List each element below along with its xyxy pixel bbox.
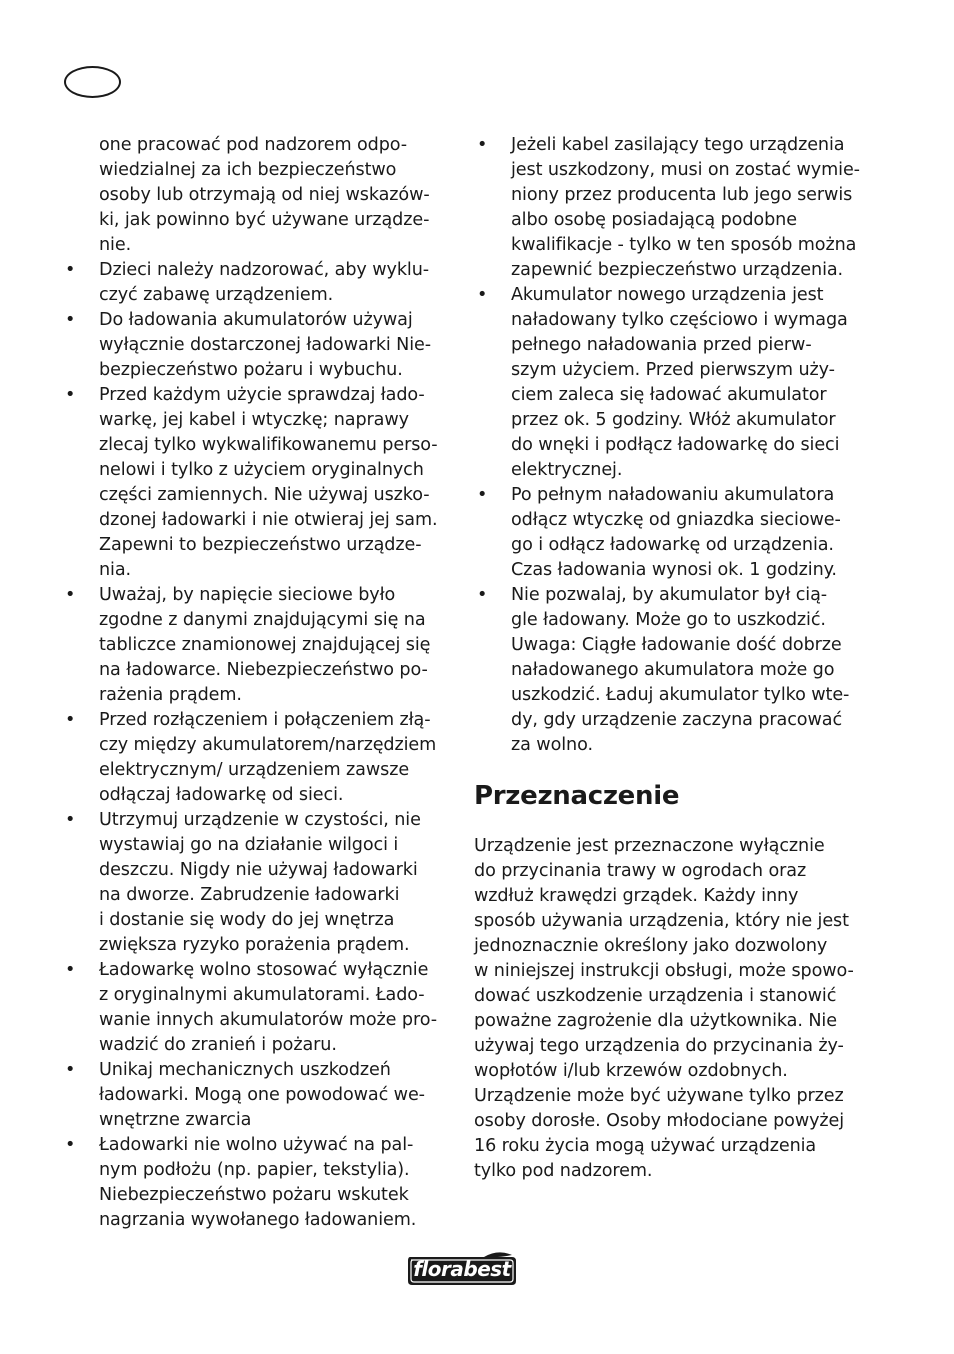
text-line: Zapewni to bezpieczeństwo urządze-: [99, 535, 422, 555]
text-line: nia.: [99, 560, 132, 580]
text-line: części zamiennych. Nie używaj uszko-: [99, 485, 430, 505]
text-line: wadzić do zranień i pożaru.: [99, 1035, 337, 1055]
text-line: bezpieczeństwo pożaru i wybuchu.: [99, 360, 403, 380]
text-line: czyć zabawę urządzeniem.: [99, 285, 334, 305]
text-line: i dostanie się wody do jej wnętrza: [99, 910, 395, 930]
text-line: wiedzialnej za ich bezpieczeństwo: [99, 160, 397, 180]
text-line: do wnęki i podłącz ładowarkę do sieci: [511, 435, 840, 455]
text-line: wystawiaj go na działanie wilgoci i: [99, 835, 399, 855]
text-line: wyłącznie dostarczonej ładowarki Nie-: [99, 335, 432, 355]
text-line: na dworze. Zabrudzenie ładowarki: [99, 885, 400, 905]
text-line: przez ok. 5 godziny. Włóż akumulator: [511, 410, 836, 430]
text-line: one pracować pod nadzorem odpo-: [99, 135, 408, 155]
paragraph-line: poważne zagrożenie dla użytkownika. Nie: [474, 1011, 837, 1031]
text-line: ki, jak powinno być używane urządze-: [99, 210, 430, 230]
paragraph-line: wzdłuż krawędzi grządek. Każdy inny: [474, 886, 799, 906]
text-line: kwalifikacje - tylko w ten sposób można: [511, 235, 857, 255]
text-line: zapewnić bezpieczeństwo urządzenia.: [511, 260, 844, 280]
paragraph-line: do przycinania trawy w ogrodach oraz: [474, 861, 807, 881]
text-line: Uwaga: Ciągłe ładowanie dość dobrze: [511, 635, 842, 655]
bullet-item-line: • Do ładowania akumulatorów używaj: [62, 308, 458, 333]
bullet-item-line: • Utrzymuj urządzenie w czystości, nie: [62, 808, 458, 833]
paragraph-line: jednoznacznie określony jako dozwolony: [474, 936, 828, 956]
bullet-item-line: • Przed każdym użycie sprawdzaj łado-: [62, 383, 458, 408]
text-line: tabliczce znamionowej znajdującej się: [99, 635, 431, 655]
bullet-item-line: • Jeżeli kabel zasilający tego urządzenia: [474, 133, 874, 158]
text-line: szym użyciem. Przed pierwszym uży-: [511, 360, 835, 380]
bullet-item-line: • Po pełnym naładowaniu akumulatora: [474, 483, 874, 508]
text-line: za wolno.: [511, 735, 593, 755]
text-line: pełnego naładowania przed pierw-: [511, 335, 812, 355]
text-line: albo osobę posiadającą podobne: [511, 210, 797, 230]
text-line: z oryginalnymi akumulatorami. Łado-: [99, 985, 425, 1005]
paragraph-line: wopłotów i/lub krzewów ozdobnych.: [474, 1061, 788, 1081]
text-line: Czas ładowania wynosi ok. 1 godziny.: [511, 560, 837, 580]
right-bullet-list: [474, 133, 874, 758]
paragraph-line: sposób używania urządzenia, który nie jest: [474, 911, 849, 931]
bullet-item-line: • Nie pozwalaj, by akumulator był cią-: [474, 583, 874, 608]
text-line: elektrycznym/ urządzeniem zawsze: [99, 760, 410, 780]
text-line: zwiększa ryzyko porażenia prądem.: [99, 935, 410, 955]
text-line: rażenia prądem.: [99, 685, 242, 705]
text-line: niony przez producenta lub jego serwis: [511, 185, 853, 205]
paragraph-line: Urządzenie jest przeznaczone wyłącznie: [474, 836, 825, 856]
bullet-item-line: • Unikaj mechanicznych uszkodzeń: [62, 1058, 458, 1083]
text-line: deszczu. Nigdy nie używaj ładowarki: [99, 860, 418, 880]
left-column: [62, 133, 458, 1233]
text-line: odłącz wtyczkę od gniazdka sieciowe-: [511, 510, 841, 530]
text-line: jest uszkodzony, musi on zostać wymie-: [511, 160, 860, 180]
paragraph-line: dować uszkodzenie urządzenia i stanowić: [474, 986, 837, 1006]
text-line: naładowany tylko częściowo i wymaga: [511, 310, 848, 330]
text-line: wanie innych akumulatorów może pro-: [99, 1010, 437, 1030]
text-line: naładowanego akumulatora może go: [511, 660, 835, 680]
text-line: odłączaj ładowarkę od sieci.: [99, 785, 344, 805]
text-line: Niebezpieczeństwo pożaru wskutek: [99, 1185, 409, 1205]
text-line: go i odłącz ładowarkę od urządzenia.: [511, 535, 834, 555]
language-badge: [64, 66, 121, 98]
paragraph-line: Urządzenie może być używane tylko przez: [474, 1086, 844, 1106]
text-line: czy między akumulatorem/narzędziem: [99, 735, 437, 755]
bullet-item-line: • Dzieci należy nadzorować, aby wyklu-: [62, 258, 458, 283]
text-line: uszkodzić. Ładuj akumulator tylko wte-: [511, 685, 850, 705]
text-line: dy, gdy urządzenie zaczyna pracować: [511, 710, 843, 730]
bullet-item-line: • Przed rozłączeniem i połączeniem złą-: [62, 708, 458, 733]
text-line: osoby lub otrzymają od niej wskazów-: [99, 185, 430, 205]
text-line: nie.: [99, 235, 132, 255]
text-line: wnętrzne zwarcia: [99, 1110, 252, 1130]
text-line: zlecaj tylko wykwalifikowanemu perso-: [99, 435, 438, 455]
text-line: nelowi i tylko z użyciem oryginalnych: [99, 460, 424, 480]
text-line: ładowarki. Mogą one powodować we-: [99, 1085, 425, 1105]
text-line: na ładowarce. Niebezpieczeństwo po-: [99, 660, 428, 680]
paragraph-line: używaj tego urządzenia do przycinania ży-: [474, 1036, 844, 1056]
paragraph-line: osoby dorosłe. Osoby młodociane powyżej: [474, 1111, 845, 1131]
text-line: elektrycznej.: [511, 460, 623, 480]
bullet-item-line: • Ładowarkę wolno stosować wyłącznie: [62, 958, 458, 983]
right-column: [474, 133, 874, 1184]
text-line: nym podłożu (np. papier, tekstylia).: [99, 1160, 410, 1180]
brand-logo: [404, 1251, 520, 1291]
section-heading: Przeznaczenie: [474, 781, 680, 811]
text-line: zgodne z danymi znajdującymi się na: [99, 610, 426, 630]
text-line: ciem zaleca się ładować akumulator: [511, 385, 827, 405]
text-line: nagrzania wywołanego ładowaniem.: [99, 1210, 417, 1230]
text-line: warkę, jej kabel i wtyczkę; naprawy: [99, 410, 409, 430]
paragraph-line: 16 roku życia mogą używać urządzenia: [474, 1136, 817, 1156]
paragraph-line: tylko pod nadzorem.: [474, 1161, 653, 1181]
paragraph-line: w niniejszej instrukcji obsługi, może spowo-: [474, 961, 854, 981]
section-body: [474, 834, 874, 1184]
logo-text: florabest: [413, 1257, 511, 1281]
bullet-item-line: • Akumulator nowego urządzenia jest: [474, 283, 874, 308]
text-line: gle ładowany. Może go to uszkodzić.: [511, 610, 826, 630]
bullet-item-line: • Uważaj, by napięcie sieciowe było: [62, 583, 458, 608]
bullet-item-line: • Ładowarki nie wolno używać na pal-: [62, 1133, 458, 1158]
text-line: dzonej ładowarki i nie otwieraj jej sam.: [99, 510, 438, 530]
